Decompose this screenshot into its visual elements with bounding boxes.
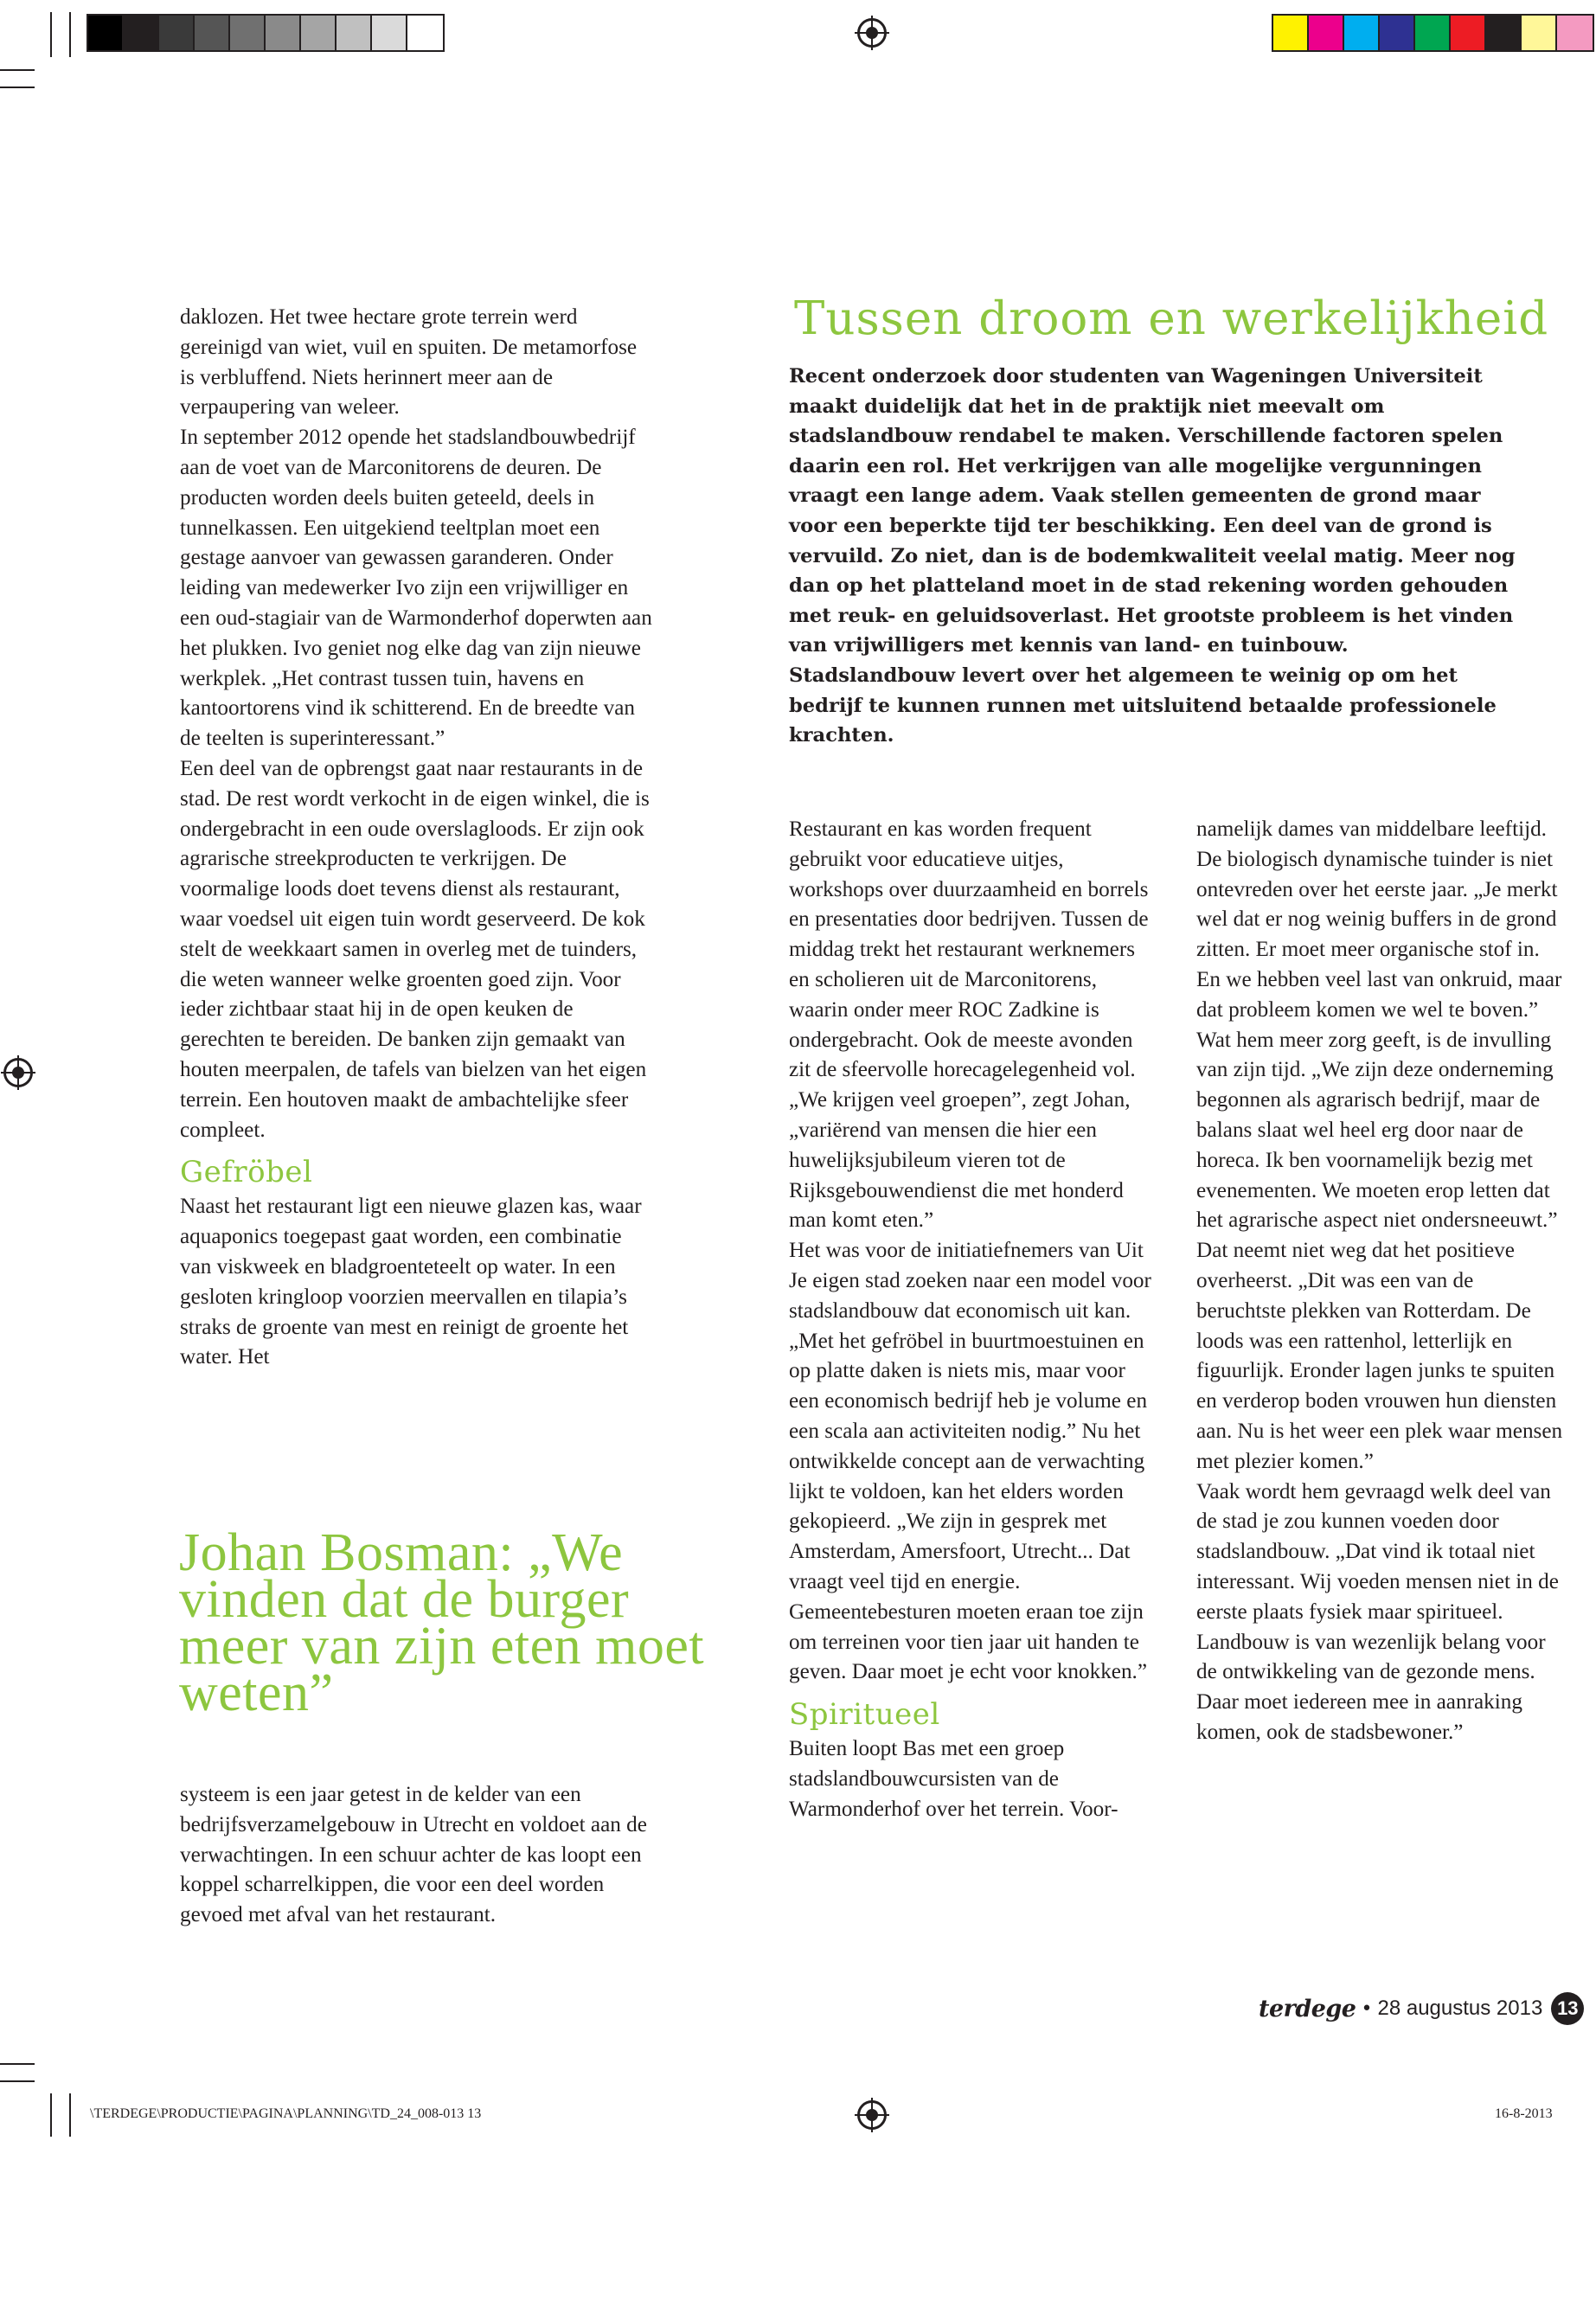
issue-date: 28 augustus 2013 xyxy=(1377,1997,1543,2020)
print-slug-date: 16-8-2013 xyxy=(1495,2106,1553,2121)
pull-quote: Johan Bosman: „We vinden dat de burger meer van zijn eten moet weten” xyxy=(179,1523,705,1722)
body-paragraph: In september 2012 opende het stadslandbouwbedrijf aan de voet van de Marconitorens de deuren. De producten worden deels buiten geteeld, deels in tunnelkassen. Een uitgekiend teeltplan moet een gestage aanvoer van gewassen garanderen. Onder leiding van medewerker Ivo zijn een vrijwilliger en een oud-stagiair van de Warmonderhof doperwten aan het plukken. Ivo geniet nog elke dag van zijn nieuwe werkplek. „Het contrast tussen tuin, havens en kantoortorens vind ik schitterend. En de breedte van de teelten is superinteressant.” xyxy=(180,426,652,751)
page-footer xyxy=(1259,1990,1584,2028)
grey-swatch xyxy=(159,16,195,50)
subheading-gefrobel: Gefröbel xyxy=(180,1155,313,1190)
registration-mark-icon xyxy=(3,1058,33,1087)
grey-swatch xyxy=(266,16,301,50)
article-column-3 xyxy=(1196,815,1568,1748)
registration-mark-icon xyxy=(857,18,887,48)
crop-mark xyxy=(69,2093,71,2137)
article-column-2 xyxy=(789,815,1159,1825)
crop-mark xyxy=(0,87,35,88)
grey-swatch xyxy=(301,16,337,50)
separator-dot-icon: • xyxy=(1361,1997,1373,2020)
grey-swatch xyxy=(124,16,159,50)
body-paragraph: Vaak wordt hem gevraagd welk deel van de stad je zou kunnen voeden door stadslandbouw. „Dat vind ik totaal niet interessant. Wij voeden mensen niet in de eerste plaats fysiek maar spiritueel. Landbouw is van wezenlijk belang voor de ontwikkeling van de gezonde mens. Daar moet iedereen mee in aanraking komen, ook de stadsbewoner.” xyxy=(1196,1479,1559,1744)
article-column-1-bottom xyxy=(180,1780,654,1931)
body-paragraph: Het was voor de initiatiefnemers van Uit Je eigen stad zoeken naar een model voor stadslandbouw dat economisch uit kan. „Met het gefröbel in buurtmoestuinen en op platte daken is niets mis, maar voor een economisch bedrijf heb je volume en een scala aan activiteiten nodig.” Nu het ontwikkelde concept aan de verwachting lijkt te voldoen, kan het elders worden gekopieerd. „We zijn in gesprek met Amsterdam, Amersfoort, Utrecht... Dat vraagt veel tijd en energie. Gemeentebesturen moeten eraan toe zijn om terreinen voor tien jaar uit handen te geven. Daar moet je echt voor knokken.” xyxy=(789,1239,1151,1684)
registration-mark-icon xyxy=(857,2100,887,2130)
color-swatch xyxy=(1557,16,1593,50)
crop-mark xyxy=(69,12,71,57)
crop-mark xyxy=(0,2080,35,2082)
body-paragraph: Dat neemt niet weg dat het positieve overheerst. „Dit was een van de beruchtste plekken van Rotterdam. De loods was een rattenhol, letterlijk en figuurlijk. Eronder lagen junks te spuiten en verderop boden vrouwen hun diensten aan. Nu is het weer een plek waar mensen met plezier komen.” xyxy=(1196,1239,1563,1473)
crop-mark xyxy=(50,12,52,57)
grey-calibration-bar xyxy=(87,14,445,52)
body-paragraph: Buiten loopt Bas met een groep stadslandbouwcursisten van de Warmonderhof over het terrein. Voor- xyxy=(789,1737,1118,1821)
grey-swatch xyxy=(195,16,230,50)
print-slug-path: \TERDEGE\PRODUCTIE\PAGINA\PLANNING\TD_24_008-013 13 xyxy=(90,2106,482,2121)
body-paragraph: Restaurant en kas worden frequent gebruikt voor educatieve uitjes, workshops over duurzaamheid en borrels en presentaties door bedrijven. Tussen de middag trekt het restaurant werknemers en scholieren uit de Marconitorens, waarin onder meer ROC Zadkine is ondergebracht. Ook de meeste avonden zit de sfeervolle horecagelegenheid vol. „We krijgen veel groepen”, zegt Johan, „variërend van mensen die hier een huwelijksjubileum vieren tot de Rijksgebouwendienst die met honderd man komt eten.” xyxy=(789,817,1149,1233)
grey-swatch xyxy=(337,16,372,50)
crop-mark xyxy=(0,2063,35,2065)
body-paragraph: systeem is een jaar getest in de kelder van een bedrijfsverzamelgebouw in Utrecht en voldoet aan de verwachtingen. In een schuur achter de kas loopt een koppel scharrelkippen, die voor een deel worden gevoed met afval van het restaurant. xyxy=(180,1783,647,1927)
grey-swatch xyxy=(230,16,266,50)
color-swatch xyxy=(1344,16,1380,50)
grey-swatch xyxy=(88,16,124,50)
color-calibration-bar xyxy=(1272,14,1594,52)
color-swatch xyxy=(1273,16,1309,50)
sidebar-text: Recent onderzoek door studenten van Wageningen Universiteit maakt duidelijk dat het in de praktijk niet meevalt om stadslandbouw rendabel te maken. Verschillende factoren spelen daarin een rol. Het verkrijgen van alle mogelijke vergunningen vraagt een lange adem. Vaak stellen gemeenten de grond maar voor een beperkte tijd ter beschikking. Een deel van de grond is vervuild. Zo niet, dan is de bodemkwaliteit veelal matig. Meer nog dan op het platteland moet in de stad rekening worden gehouden met reuk- en geluidsoverlast. Het grootste probleem is het vinden van vrijwilligers met kennis van land- en tuinbouw. Stadslandbouw levert over het algemeen te weinig op om het bedrijf te kunnen runnen met uitsluitend betaalde professionele krachten. xyxy=(789,365,1516,747)
body-paragraph: namelijk dames van middelbare leeftijd. De biologisch dynamische tuinder is niet ontevreden over het eerste jaar. „Je merkt wel dat er nog weinig buffers in de grond zitten. Er moet meer organische stof in. En we hebben veel last van onkruid, maar dat probleem komen we wel te boven.” xyxy=(1196,817,1562,1022)
grey-swatch xyxy=(407,16,443,50)
page-number: 13 xyxy=(1551,1992,1584,2025)
sidebar-title: Tussen droom en werkelijkheid xyxy=(794,292,1549,345)
body-paragraph: Wat hem meer zorg geeft, is de invulling van zijn tijd. „We zijn deze onderneming begonnen als agrarisch bedrijf, maar de balans slaat wel heel erg door naar de horeca. Ik ben voornamelijk bezig met evenementen. We moeten erop letten dat het agrarische aspect niet ondersneeuwt.” xyxy=(1196,1028,1558,1233)
color-swatch xyxy=(1380,16,1415,50)
crop-mark xyxy=(50,2093,52,2137)
grey-swatch xyxy=(372,16,407,50)
color-swatch xyxy=(1486,16,1522,50)
color-swatch xyxy=(1522,16,1557,50)
magazine-logo: terdege xyxy=(1259,1995,1356,2022)
subheading-spiritueel: Spiritueel xyxy=(789,1697,940,1733)
color-swatch xyxy=(1451,16,1486,50)
body-paragraph: Een deel van de opbrengst gaat naar restaurants in de stad. De rest wordt verkocht in de eigen winkel, die is ondergebracht in een oude overslagloods. Er zijn ook agrarische streekproducten te verkrijgen. De voormalige loods doet tevens dienst als restaurant, waar voedsel uit eigen tuin wordt geserveerd. De kok stelt de weekkaart samen in overleg met de tuinders, die weten wanneer welke groenten goed zijn. Voor ieder zichtbaar staat hij in de open keuken de gerechten te bereiden. De banken zijn gemaakt van houten meerpalen, de tafels van bielzen van het eigen terrein. Een houtoven maakt de ambachtelijke sfeer compleet. xyxy=(180,756,650,1142)
crop-mark xyxy=(0,69,35,71)
color-swatch xyxy=(1415,16,1451,50)
body-paragraph: daklozen. Het twee hectare grote terrein werd gereinigd van wiet, vuil en spuiten. De metamorfose is verbluffend. Niets herinnert meer aan de verpaupering van weleer. xyxy=(180,305,638,420)
color-swatch xyxy=(1309,16,1344,50)
article-column-1 xyxy=(180,303,654,1373)
body-paragraph: Naast het restaurant ligt een nieuwe glazen kas, waar aquaponics toegepast gaat worden, een combinatie van viskweek en bladgroenteteelt op water. In een gesloten kringloop voorzien meervallen en tilapia’s straks de groente van mest en reinigt de groente het water. Het xyxy=(180,1195,642,1369)
